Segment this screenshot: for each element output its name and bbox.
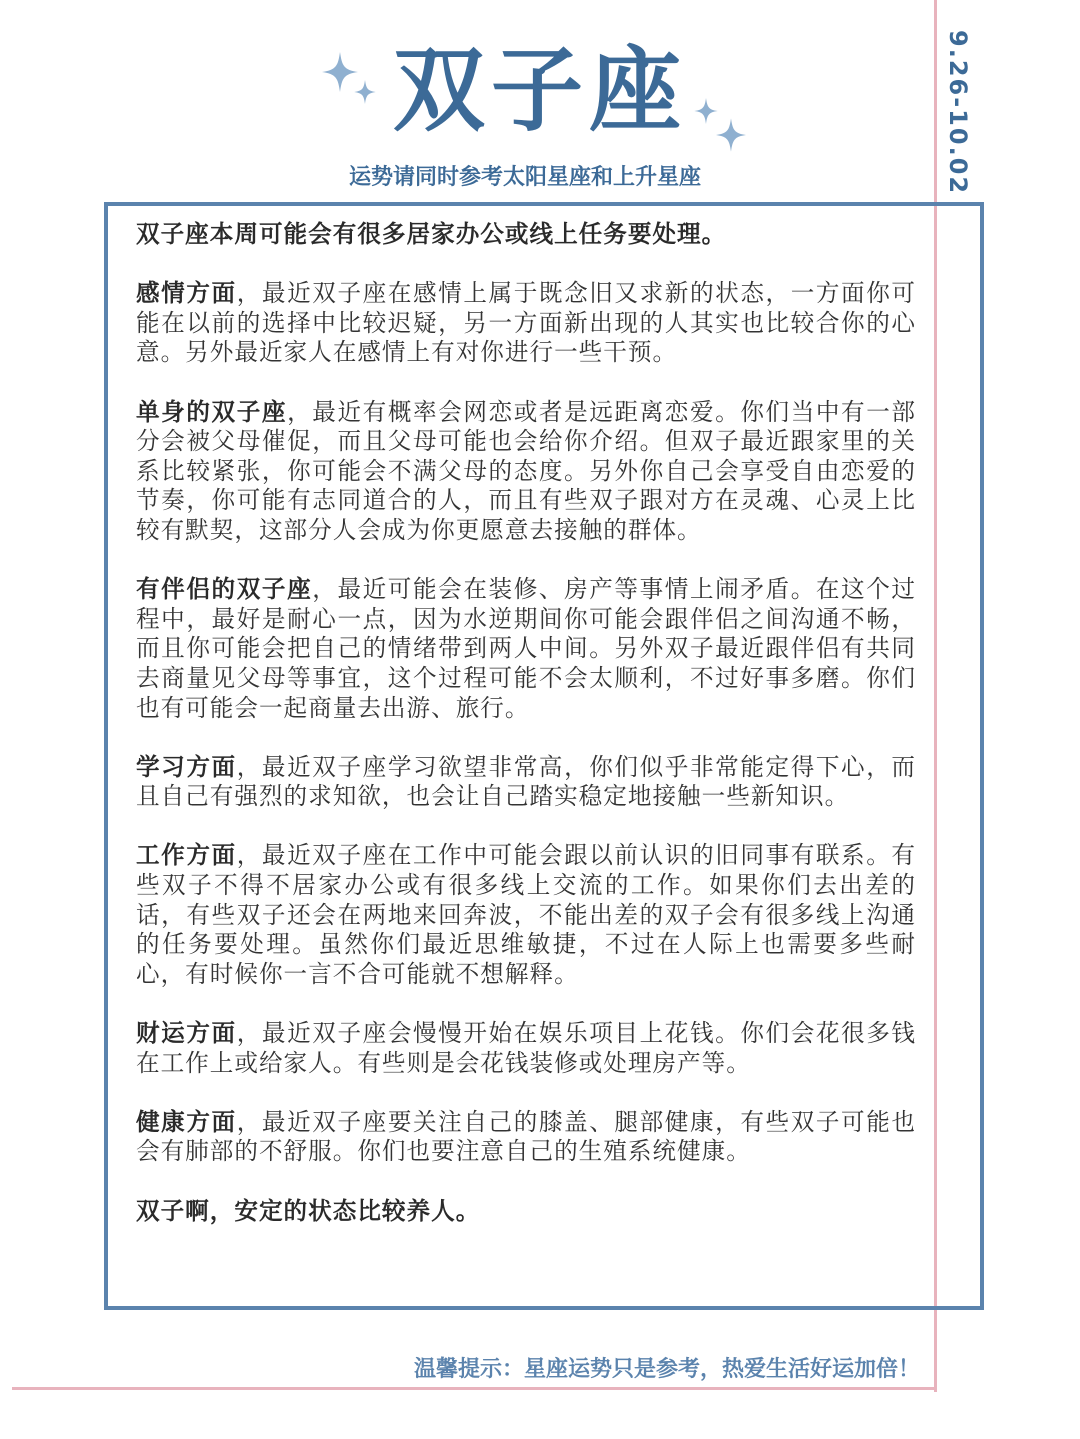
section-heading: 单身的双子座 (136, 397, 288, 426)
closing-text: 双子啊，安定的状态比较养人。 (136, 1196, 481, 1225)
section-heading: 健康方面 (136, 1107, 237, 1136)
section-text: ，最近可能会在装修、房产等事情上闹矛盾。在这个过程中，最好是耐心一点，因为水逆期间你可能会跟伴侣之间沟通不畅，而且你可能会把自己的情绪带到两人中间。另外双子最近跟伴侣有共同去商量见父母等事宜，这个过程可能不会太顺利，不过好事多磨。你们也有可能会一起商量去出游、旅行。 (136, 575, 917, 722)
section-single (136, 398, 916, 546)
section-heading: 财运方面 (136, 1019, 237, 1048)
section-health (136, 1108, 916, 1167)
intro-text: 双子座本周可能会有很多居家办公或线上任务要处理。 (136, 220, 727, 248)
section-wealth (136, 1019, 916, 1078)
section-heading: 学习方面 (136, 752, 237, 781)
section-heading: 工作方面 (136, 841, 237, 870)
page-title: 双子座 (392, 37, 687, 144)
section-text: ，最近双子座在工作中可能会跟以前认识的旧同事有联系。有些双子不得不居家办公或有很多线上交流的工作。如果你们去出差的话，有些双子还会在两地来回奔波，不能出差的双子会有很多线上沟通的任务要处理。虽然你们最近思维敏捷，不过在人际上也需要多些耐心，有时候你一言不合可能就不想解释。 (136, 841, 917, 988)
section-heading: 感情方面 (136, 279, 237, 308)
footer-tip: 温馨提示：星座运势只是参考，热爱生活好运加倍！ (413, 1357, 920, 1382)
small-sparkle-icon (354, 80, 376, 104)
section-text: ，最近双子座在感情上属于既念旧又求新的状态，一方面你可能在以前的选择中比较迟疑，另一方面新出现的人其实也比较合你的心意。另外最近家人在感情上有对你进行一些干预。 (136, 279, 917, 367)
sparkle-icon (322, 52, 358, 92)
section-text: ，最近双子座要关注自己的膝盖、腿部健康，有些双子可能也会有肺部的不舒服。你们也要注意自己的生殖系统健康。 (136, 1107, 917, 1166)
page-subtitle: 运势请同时参考太阳星座和上升星座 (348, 165, 701, 190)
section-text: ，最近双子座会慢慢开始在娱乐项目上花钱。你们会花很多钱在工作上或给家人。有些则是会花钱装修或处理房产等。 (136, 1019, 917, 1077)
date-range: 9.26-10.02 (944, 30, 972, 196)
sparkle-icon (716, 118, 746, 152)
section-heading: 有伴侣的双子座 (136, 575, 313, 604)
section-love (136, 279, 916, 368)
horoscope-content (136, 220, 916, 1256)
section-work (136, 841, 916, 989)
section-text: ，最近双子座学习欲望非常高，你们似乎非常能定得下心，而且自己有强烈的求知欲，也会让自己踏实稳定地接触一些新知识。 (136, 752, 917, 811)
section-text: ，最近有概率会网恋或者是远距离恋爱。你们当中有一部分会被父母催促，而且父母可能也会给你介绍。但双子最近跟家里的关系比较紧张，你可能会不满父母的态度。另外你自己会享受自由恋爱的节奏，你可能有志同道合的人，而且有些双子跟对方在灵魂、心灵上比较有默契，这部分人会成为你更愿意去接触的群体。 (136, 397, 917, 544)
section-partnered (136, 575, 916, 723)
section-study (136, 753, 916, 812)
pink-horizontal-line (12, 1387, 937, 1390)
